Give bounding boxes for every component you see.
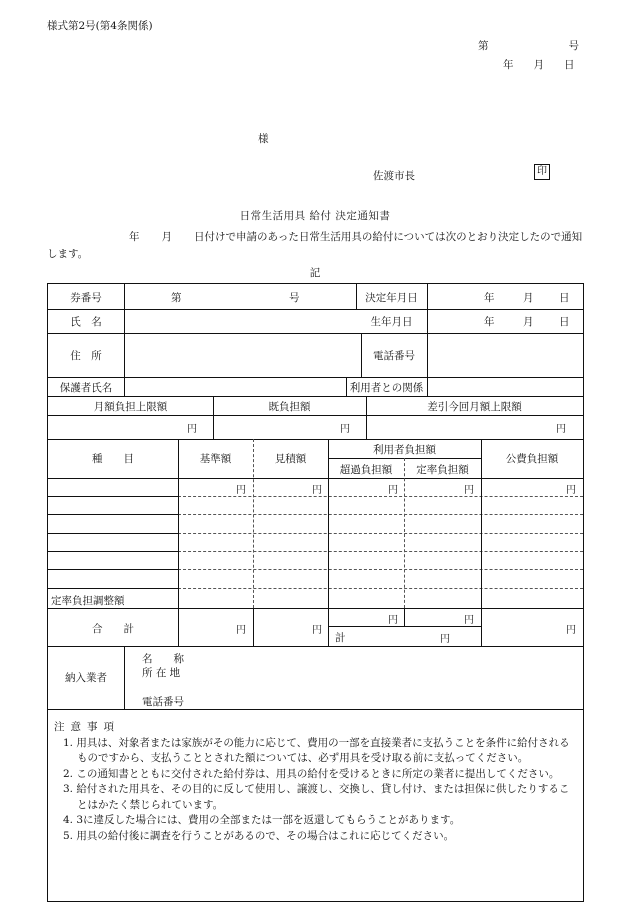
guardian-label: 保護者氏名 (59, 382, 113, 394)
address-label: 住 所 (70, 350, 102, 362)
decision-month: 月 (523, 292, 534, 304)
birth-month: 月 (523, 316, 534, 328)
notes-section (54, 720, 579, 844)
document-date (503, 57, 575, 72)
monthly-limit-yen: 円 (187, 424, 197, 435)
voucher-dai: 第 (171, 292, 182, 304)
total-kei-yen: 円 (440, 634, 450, 645)
vendor-name-label: 名 称 (142, 653, 184, 665)
document-number (478, 38, 579, 53)
col-fixed: 定率負担額 (416, 464, 469, 476)
col-standard: 基準額 (199, 453, 232, 465)
fixed-yen: 円 (464, 485, 474, 496)
seal-mark: 印 (534, 164, 550, 180)
col-estimate: 見積額 (274, 453, 307, 465)
form-number-label: 様式第2号(第4条関係) (47, 20, 153, 32)
vendor-label: 納入業者 (65, 672, 107, 684)
vendor-address-label: 所 在 地 (142, 667, 181, 679)
total-public-yen: 円 (566, 625, 576, 636)
notes-heading: 注意事項 (54, 721, 120, 733)
number-prefix: 第 (478, 40, 489, 52)
issuer-name: 佐渡市長 (373, 170, 415, 182)
col-user-burden: 利用者負担額 (373, 444, 436, 456)
total-standard-yen: 円 (236, 625, 246, 636)
intro-paragraph: 年 月 日付けで申請のあった日常生活用具の給付については次のとおり決定したので通知します。 (47, 231, 583, 260)
decision-date-label: 決定年月日 (365, 292, 418, 304)
total-excess-yen: 円 (388, 615, 398, 626)
public-yen: 円 (566, 485, 576, 496)
birth-year: 年 (484, 316, 495, 328)
col-excess: 超過負担額 (339, 464, 393, 476)
addressee-suffix: 様 (258, 133, 269, 145)
excess-yen: 円 (388, 485, 398, 496)
notice-form (47, 283, 584, 902)
decision-day: 日 (559, 292, 570, 304)
document-title: 日常生活用具 給付 決定通知書 (239, 210, 391, 222)
monthly-limit-label: 月額負担上限額 (93, 401, 168, 413)
paid-label: 既負担額 (268, 401, 311, 413)
paid-yen: 円 (340, 424, 350, 435)
note-item: 5. 用具の給付後に調査を行うことがあるので、その場合はこれに応じてください。 (63, 829, 455, 842)
note-item: 1. 用具は、対象者または家族がその能力に応じて、費用の一部を直接業者に支払うことを条件に給付されるものですから、支払うこととされた額については、必ず用具を受け取る前に支払ってください。 (63, 736, 570, 764)
total-estimate-yen: 円 (312, 625, 322, 636)
ki-marker: 記 (309, 267, 321, 279)
birth-day: 日 (559, 316, 570, 328)
date-day: 日 (564, 59, 575, 71)
number-suffix: 号 (568, 40, 579, 52)
decision-year: 年 (484, 292, 495, 304)
standard-yen: 円 (236, 485, 246, 496)
col-type: 種 目 (92, 453, 134, 465)
name-label: 氏 名 (70, 316, 102, 328)
date-month: 月 (533, 59, 544, 71)
relation-label: 利用者との関係 (349, 382, 424, 394)
note-item: 3. 給付された用具を、その目的に反して使用し、譲渡し、交換し、貸し付け、または担保に供したりすることはかたく禁じられています。 (63, 783, 570, 811)
voucher-go: 号 (289, 292, 300, 304)
col-public: 公費負担額 (505, 453, 559, 465)
voucher-label: 券番号 (70, 292, 102, 304)
total-kei: 計 (335, 632, 346, 644)
birth-date-label: 生年月日 (370, 316, 413, 328)
estimate-yen: 円 (312, 485, 322, 496)
remaining-yen: 円 (556, 424, 566, 435)
adjust-label: 定率負担調整額 (51, 595, 125, 607)
remaining-label: 差引今回月額上限額 (427, 401, 522, 413)
vendor-phone-label: 電話番号 (142, 696, 184, 708)
note-item: 2. この通知書とともに交付された給付券は、用具の給付を受けるときに所定の業者に提出してください。 (63, 767, 560, 780)
date-year: 年 (503, 59, 514, 71)
total-fixed-yen: 円 (464, 615, 474, 626)
note-item: 4. 3に違反した場合には、費用の全部または一部を返還してもらうことがあります。 (63, 814, 461, 826)
total-label: 合 計 (92, 623, 134, 635)
phone-label: 電話番号 (373, 350, 415, 362)
